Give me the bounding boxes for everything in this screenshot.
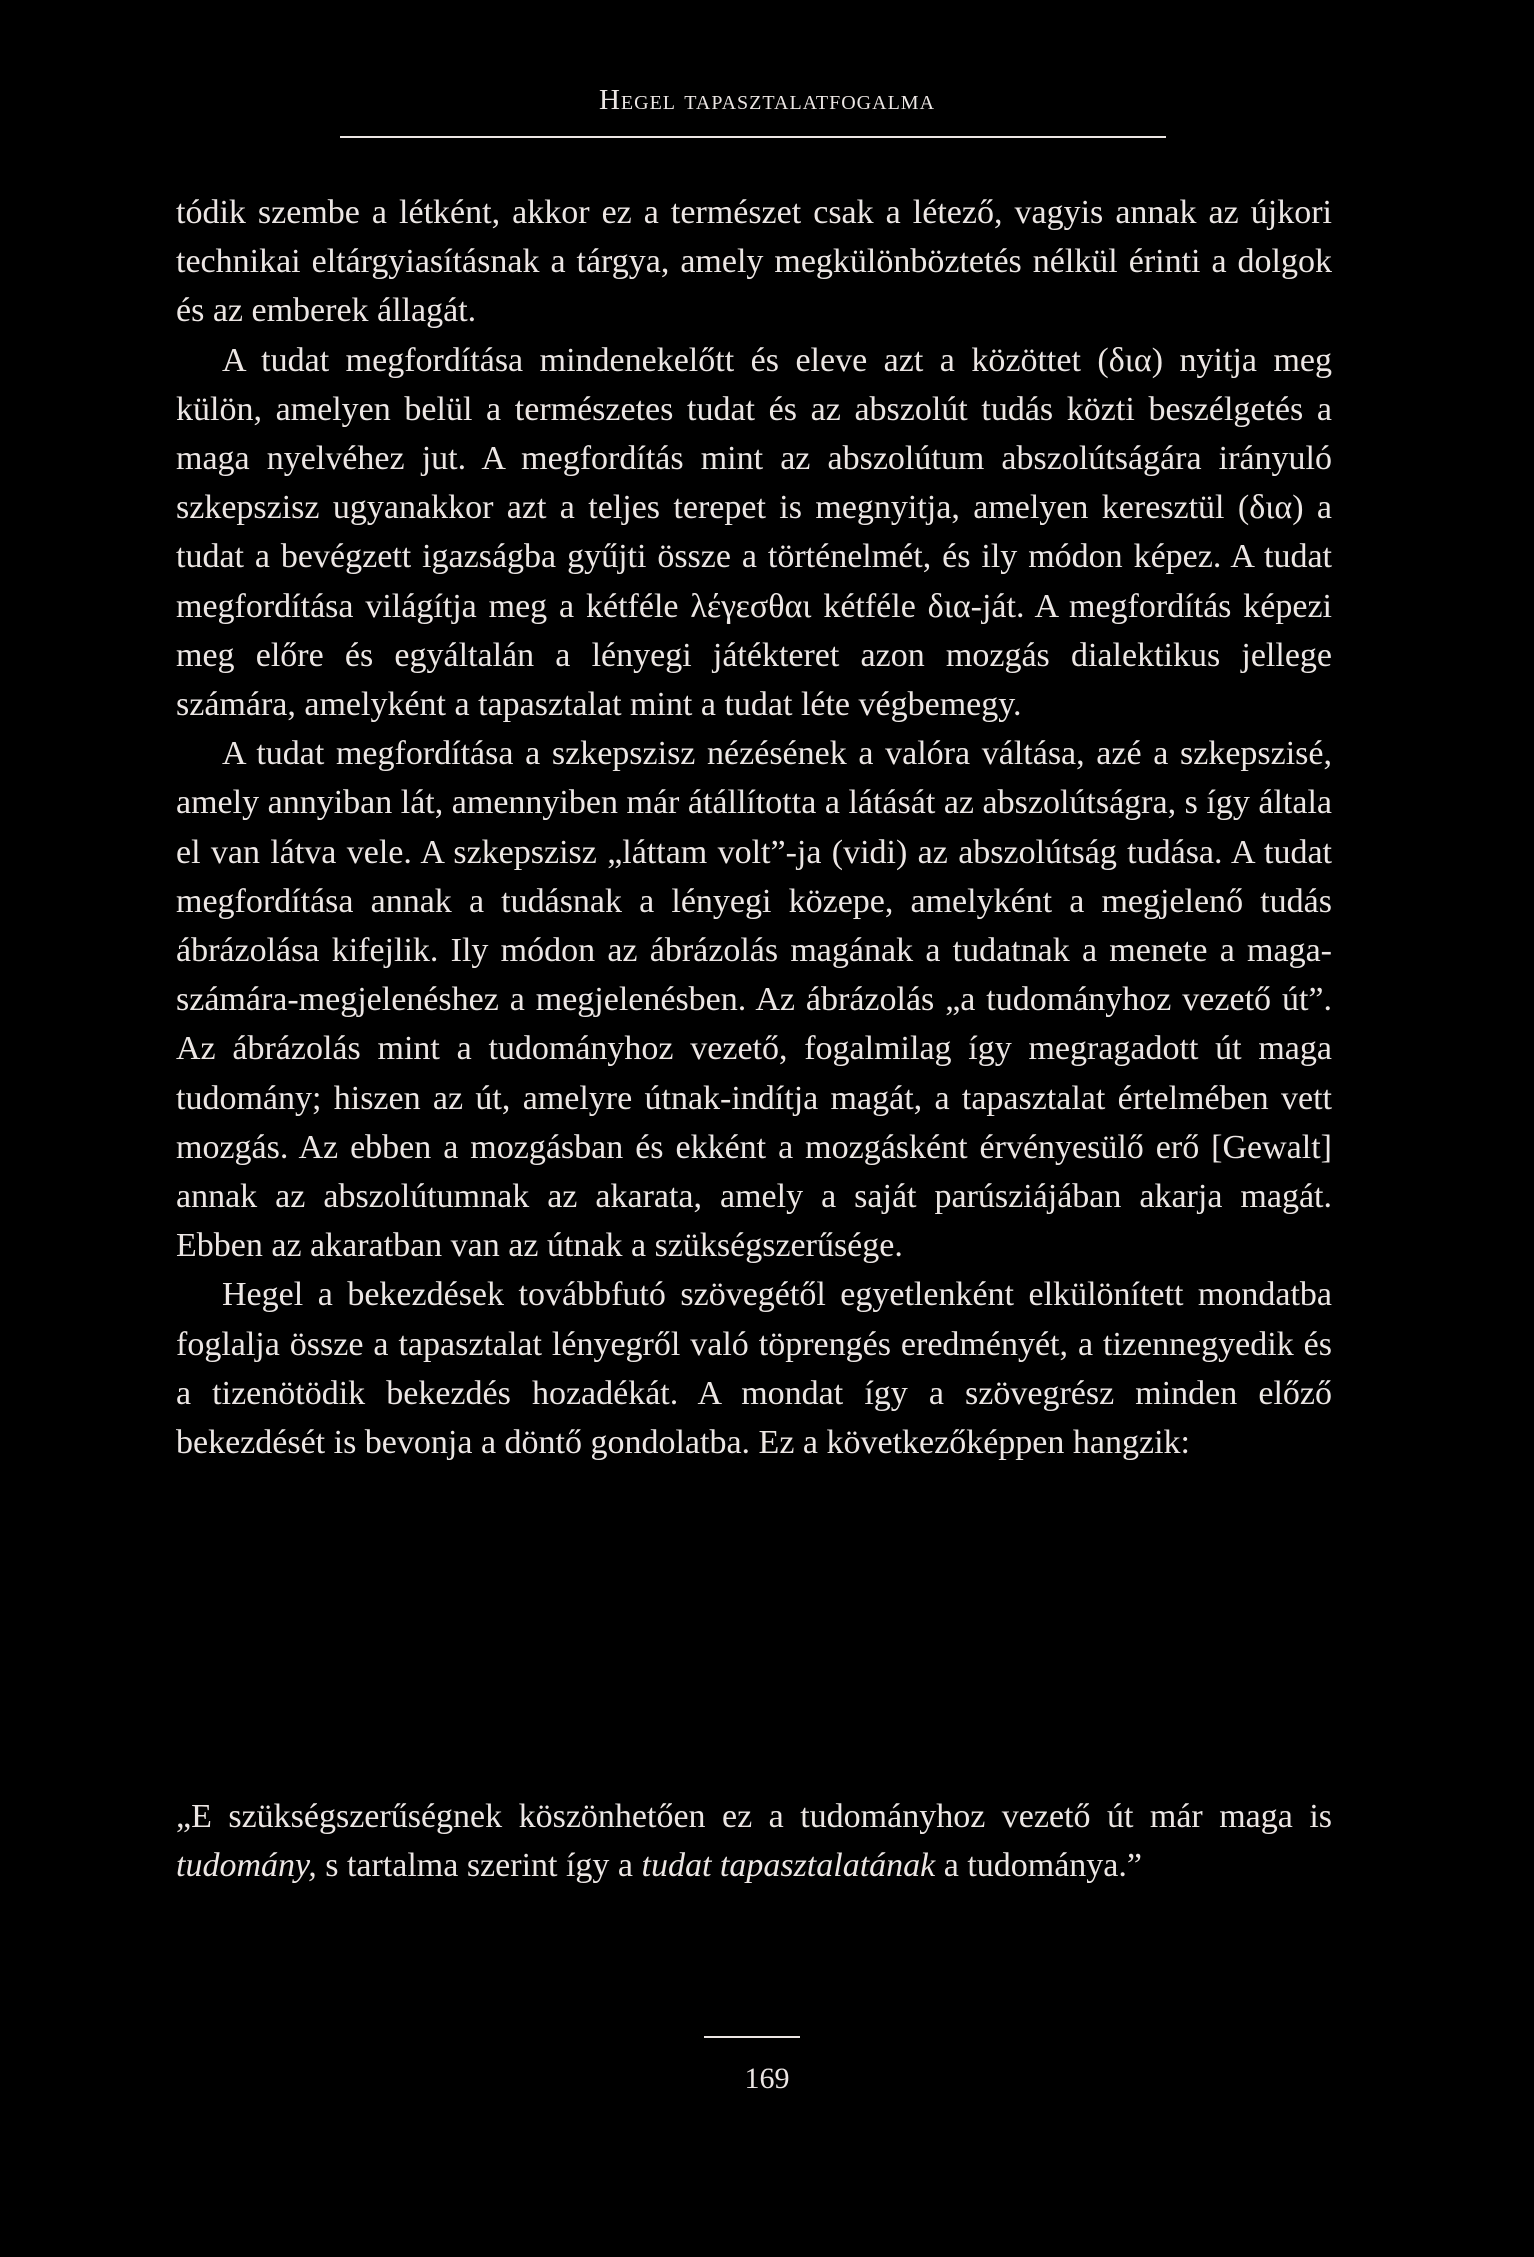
- body-text: [176, 188, 1332, 1467]
- header-rule: [340, 136, 1166, 138]
- footer-rule: [704, 2036, 800, 2038]
- paragraph-2: A tudat megfordítása mindenekelőtt és eleve azt a közöttet (δια) nyitja meg külön, amelyen belül a természetes tudat és az abszolút tudás közti beszélgetés a maga nyelvéhez jut. A megfordítás mint az abszolútum abszolútságára irányuló szkepszisz ugyanakkor azt a teljes terepet is megnyitja, amelyen keresztül (δια) a tudat a bevégzett igazságba gyűjti össze a történelmét, és ily módon képez. A tudat megfordítása világítja meg a kétféle λέγεσθαι kétféle δια-ját. A megfordítás képezi meg előre és egyáltalán a lényegi játékteret azon mozgás dialektikus jellege számára, amelyként a tapasztalat mint a tudat léte végbemegy.: [176, 341, 1332, 724]
- quote-italic-1: tudomány,: [176, 1847, 317, 1885]
- page-number: 169: [744, 2062, 790, 2095]
- paragraph-4: Hegel a bekezdések továbbfutó szövegétől egyetlenként elkülönített mondatba foglalja össze a tapasztalat lényegről való töprengés eredményét, a tizennegyedik és a tizenötödik bekezdés hozadékát. A mondat így a szövegrész minden előző bekezdését is bevonja a döntő gondolatba. Ez a következőképpen hangzik:: [176, 1276, 1332, 1462]
- quote-italic-2: tudat tapasztalatának: [641, 1847, 936, 1885]
- quote-part-1: „E szükségszerűségnek köszönhetően ez a tudományhoz vezető út már maga is: [176, 1798, 1332, 1835]
- paragraph-1: tódik szembe a létként, akkor ez a természet csak a létező, vagyis annak az újkori technikai eltárgyiasításnak a tárgya, amely megkülönböztetés nélkül érinti a dolgok és az emberek állagát.: [176, 194, 1332, 330]
- running-head: Hegel tapasztalatfogalma: [598, 84, 936, 116]
- quote-part-3: a tudománya.”: [935, 1847, 1142, 1885]
- paragraph-3: A tudat megfordítása a szkepszisz nézésének a valóra váltása, azé a szkepszisé, amely annyiban lát, amennyiben már átállította a látását az abszolútságra, s így általa el van látva vele. A szkepszisz „láttam volt”-ja (vidi) az abszolútság tudása. A tudat megfordítása annak a tudásnak a lényegi közepe, amelyként a megjelenő tudás ábrázolása kifejlik. Ily módon az ábrázolás magának a tudatnak a menete a maga-számára-megjelenéshez a megjelenésben. Az ábrázolás „a tudományhoz vezető út”. Az ábrázolás mint a tudományhoz vezető, fogalmilag így megragadott út maga tudomány; hiszen az út, amelyre útnak-indítja magát, a tapasztalat értelmében vett mozgás. Az ebben a mozgásban és ekként a mozgásként érvényesülő erő [Gewalt] annak az abszolútumnak az akarata, amely a saját parúsziájában akarja magát. Ebben az akaratban van az útnak a szükségszerűsége.: [176, 735, 1332, 1265]
- quote-part-2: s tartalma szerint így a: [316, 1847, 642, 1885]
- block-quote: [176, 1792, 1332, 1890]
